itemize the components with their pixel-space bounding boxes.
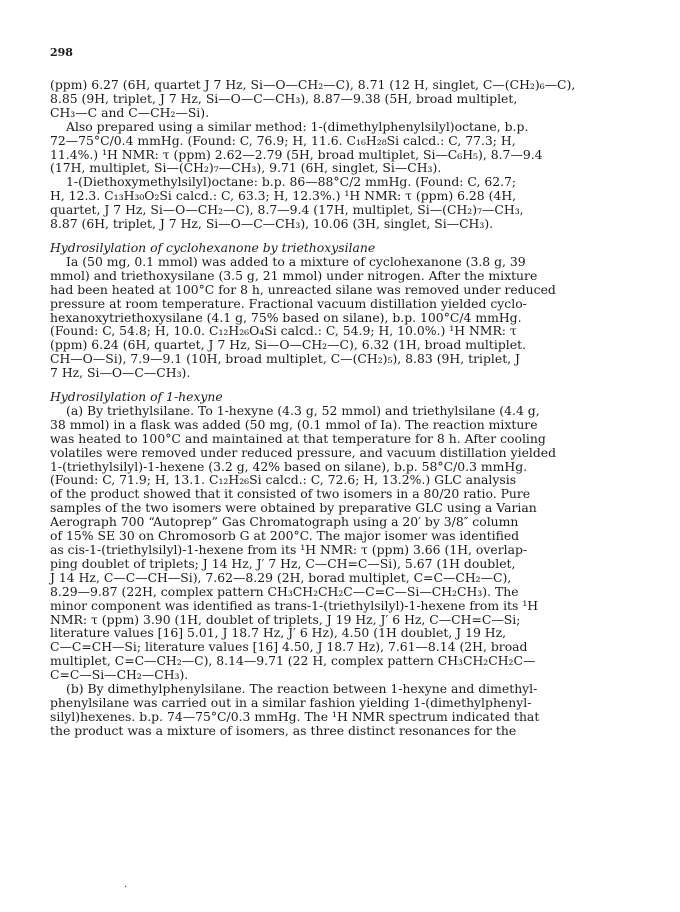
text-line: mmol) and triethoxysilane (3.5 g, 21 mmol) under nitrogen. After the mixture [50,267,538,283]
paragraph [50,255,652,380]
text-line: volatiles were removed under reduced pressure, and vacuum distillation yielded [50,444,557,460]
text-line: the product was a mixture of isomers, as three distinct resonances for the [50,722,517,738]
text-line: as cis-1-(triethylsilyl)-1-hexene from its ¹H NMR: τ (ppm) 3.66 (1H, overlap- [50,542,528,557]
text-line: C=C—Si—CH₂—CH₃). [50,667,189,683]
text-line: Ia (50 mg, 0.1 mmol) was added to a mixture of cyclohexanone (3.8 g, 39 [66,253,526,269]
page-number: 298 [50,46,73,59]
text-line: 8.29—9.87 (22H, complex pattern CH₃CH₂CH₂C—C=C—Si—CH₂CH₃). The [50,583,519,599]
text-line: 38 mmol) in a flask was added (50 mg, (0.1 mmol of Ia). The reaction mixture [50,416,538,432]
footer-marker: · [124,882,128,893]
paragraph [50,120,652,176]
text-line: H, 12.3. C₁₃H₃₀O₂Si calcd.: C, 63.3; H, 12.3%.) ¹H NMR: τ (ppm) 6.28 (4H, [50,188,517,204]
text-line: (ppm) 6.24 (6H, quartet, J 7 Hz, Si—O—CH₂—C), 6.32 (1H, broad multiplet. [50,337,526,353]
text-line: multiplet, C=C—CH₂—C), 8.14—9.71 (22 H, complex pattern CH₃CH₂CH₂C— [50,653,536,669]
text-line: (ppm) 6.27 (6H, quartet J 7 Hz, Si—O—CH₂—C), 8.71 (12 H, singlet, C—(CH₂)₆—C), [50,77,576,92]
paragraph [50,682,652,738]
text-line: CH—O—Si), 7.9—9.1 (10H, broad multiplet, C—(CH₂)₅), 8.83 (9H, triplet, J [50,351,521,367]
text-line: Also prepared using a similar method: 1-(dimethylphenylsilyl)octane, b.p. [66,118,529,134]
text-line: NMR: τ (ppm) 3.90 (1H, doublet of triplets, J 19 Hz, J′ 6 Hz, C—CH=C—Si; [50,611,521,627]
section-heading: Hydrosilylation of cyclohexanone by triethoxysilane [50,239,376,255]
text-line: 8.87 (6H, triplet, J 7 Hz, Si—O—C—CH₃), 10.06 (3H, singlet, Si—CH₃). [50,216,494,232]
text-line: silyl)hexenes. b.p. 74—75°C/0.3 mmHg. The ¹H NMR spectrum indicated that [50,708,540,724]
text-line: C—C=CH—Si; literature values [16] 4.50, J 18.7 Hz), 7.61—8.14 (2H, broad [50,639,528,655]
text-line: 1-(Diethoxymethylsilyl)octane: b.p. 86—88°C/2 mmHg. (Found: C, 62.7; [66,174,517,190]
text-line: 72—75°C/0.4 mmHg. (Found: C, 76.9; H, 11.6. C₁₆H₂₈Si calcd.: C, 77.3; H, [50,132,516,148]
text-line: hexanoxytriethoxysilane (4.1 g, 75% based on silane), b.p. 100°C/4 mmHg. [50,309,522,325]
text-line: 1-(triethylsilyl)-1-hexene (3.2 g, 42% based on silane), b.p. 58°C/0.3 mmHg. [50,458,528,474]
text-line: ping doublet of triplets; J 14 Hz, J′ 7 Hz, C—CH=C—Si), 5.67 (1H doublet, [50,555,516,571]
text-line: quartet, J 7 Hz, Si—O—CH₂—C), 8.7—9.4 (17H, multiplet, Si—(CH₂)₇—CH₃, [50,202,524,218]
text-line: pressure at room temperature. Fractional vacuum distillation yielded cyclo- [50,295,527,311]
text-line: phenylsilane was carried out in a similar fashion yielding 1-(dimethylphenyl- [50,694,532,710]
paragraph [50,404,652,682]
text-line: 8.85 (9H, triplet, J 7 Hz, Si—O—C—CH₃), 8.87—9.38 (5H, broad multiplet, [50,90,518,106]
text-line: (a) By triethylsilane. To 1-hexyne (4.3 g, 52 mmol) and triethylsilane (4.4 g, [66,402,540,418]
paragraph [50,175,652,231]
text-line: Aerograph 700 “Autoprep” Gas Chromatograph using a 20′ by 3/8″ column [50,514,519,530]
text-line: minor component was identified as trans-1-(triethylsilyl)-1-hexene from its ¹H [50,597,539,613]
paragraph [50,78,652,120]
text-line: (17H, multiplet, Si—(CH₂)₇—CH₃), 9.71 (6H, singlet, Si—CH₃). [50,160,442,176]
text-line: (Found: C, 71.9; H, 13.1. C₁₂H₂₆Si calcd.: C, 72.6; H, 13.2%.) GLC analysis [50,472,517,488]
text-line: samples of the two isomers were obtained by preparative GLC using a Varian [50,500,537,516]
text-line: of the product showed that it consisted of two isomers in a 80/20 ratio. Pure [50,486,531,502]
text-line: of 15% SE 30 on Chromosorb G at 200°C. The major isomer was identified [50,528,520,544]
text-line: literature values [16] 5.01, J 18.7 Hz, J′ 6 Hz), 4.50 (1H doublet, J 19 Hz, [50,625,507,641]
text-line: (Found: C, 54.8; H, 10.0. C₁₂H₂₆O₄Si calcd.: C, 54.9; H, 10.0%.) ¹H NMR: τ [50,323,517,339]
text-line: was heated to 100°C and maintained at that temperature for 8 h. After cooling [50,430,546,446]
section-heading: Hydrosilylation of 1-hexyne [50,389,223,405]
text-line: J 14 Hz, C—C—CH—Si), 7.62—8.29 (2H, borad multiplet, C=C—CH₂—C), [50,569,512,585]
article-body [50,78,652,738]
text-line: (b) By dimethylphenylsilane. The reaction between 1-hexyne and dimethyl- [66,681,538,697]
text-line: CH₃—C and C—CH₂—Si). [50,104,210,120]
text-line: 11.4%.) ¹H NMR: τ (ppm) 2.62—2.79 (5H, broad multiplet, Si—C₆H₅), 8.7—9.4 [50,146,543,162]
text-line: had been heated at 100°C for 8 h, unreacted silane was removed under reduced [50,281,556,297]
text-line: 7 Hz, Si—O—C—CH₃). [50,365,191,381]
